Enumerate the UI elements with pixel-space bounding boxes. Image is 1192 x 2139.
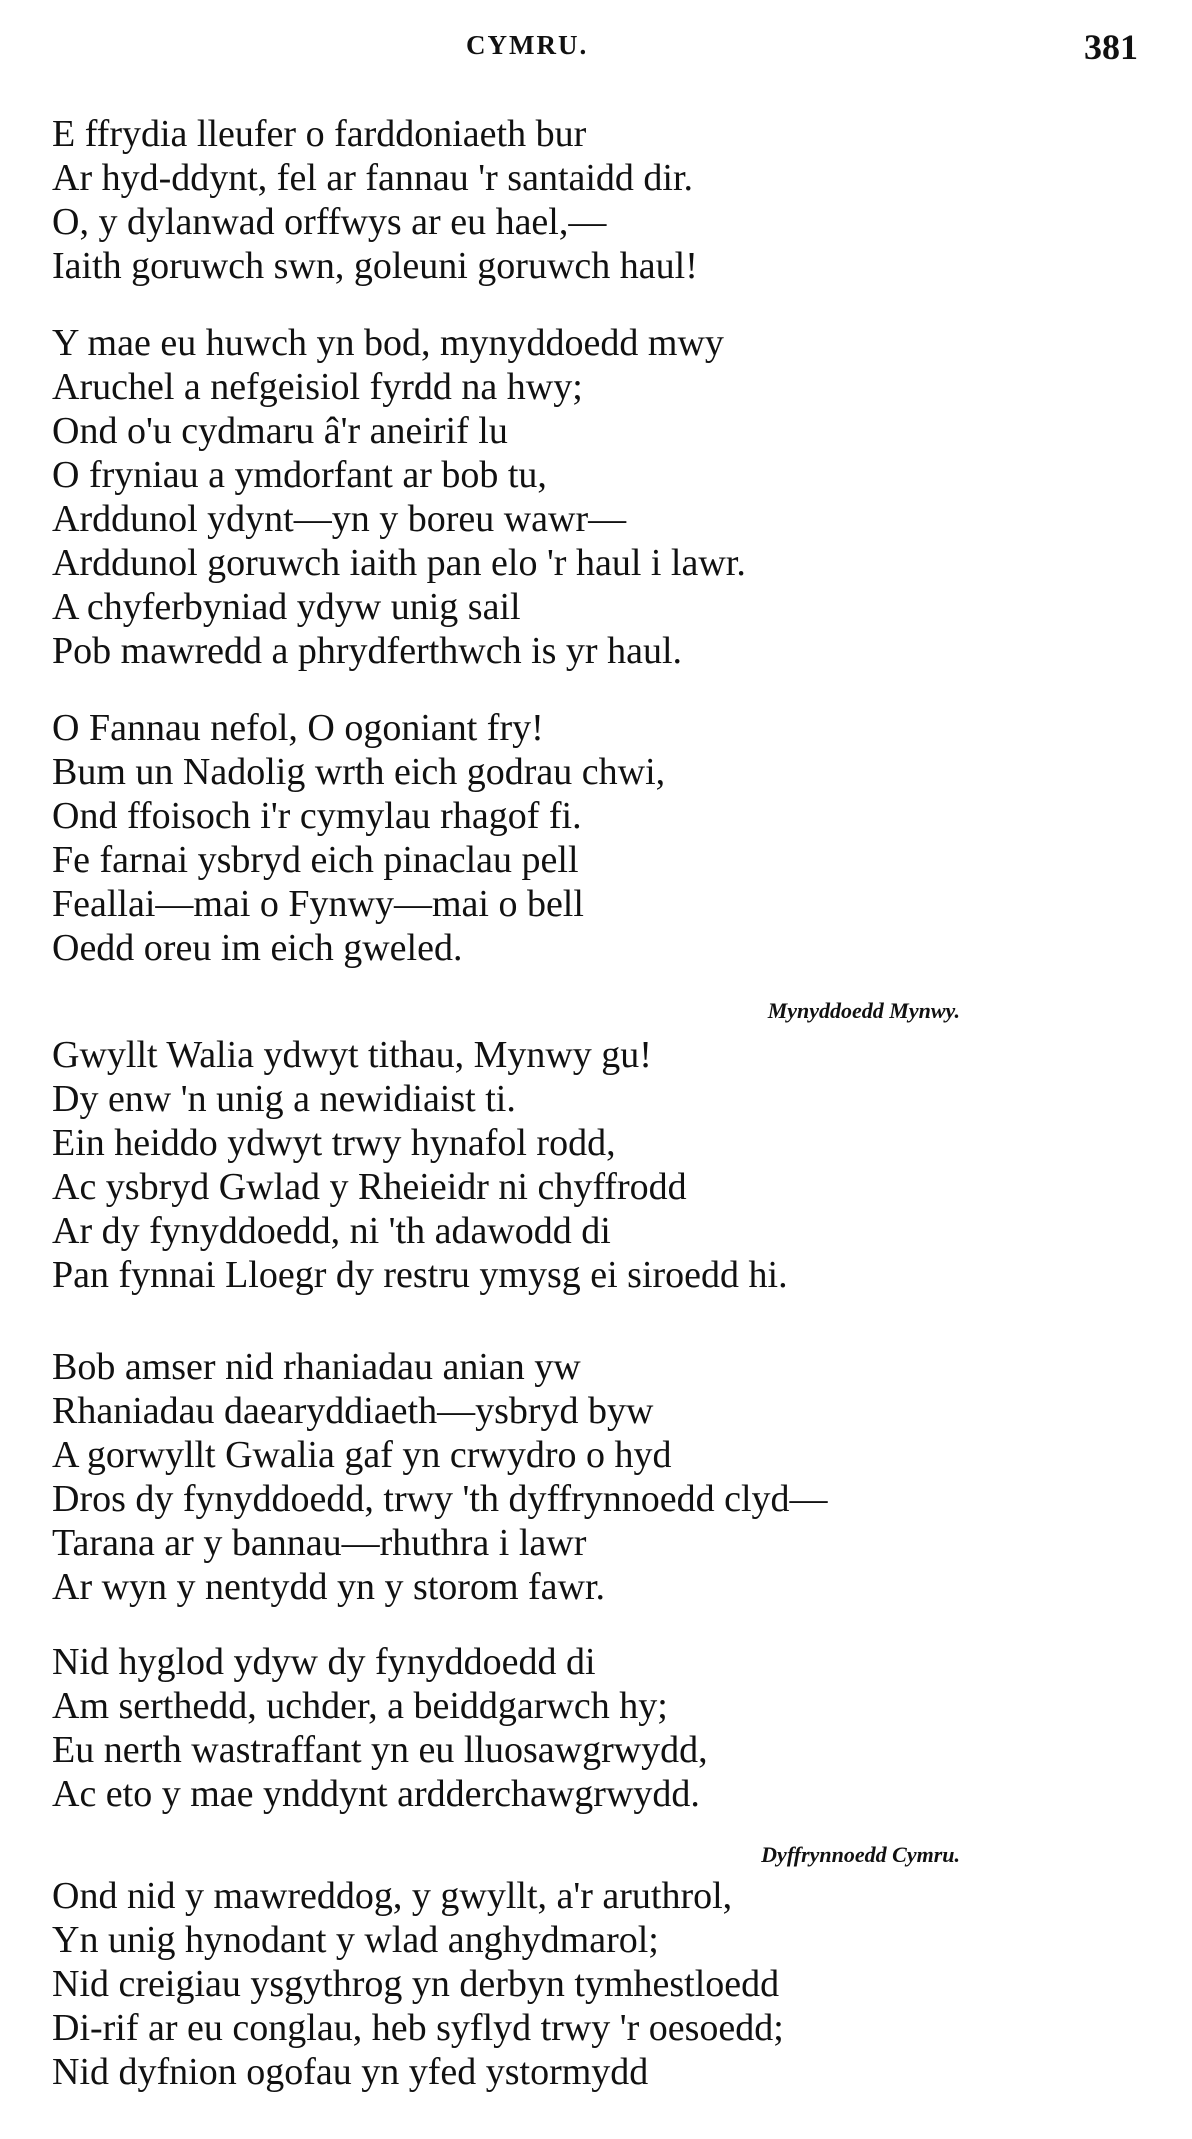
- poem-line: Bob amser nid rhaniadau anian yw: [52, 1346, 581, 1388]
- poem-line: Feallai—mai o Fynwy—mai o bell: [52, 883, 584, 925]
- poem-line: O, y dylanwad orffwys ar eu hael,—: [52, 201, 607, 243]
- poem-line: A gorwyllt Gwalia gaf yn crwydro o hyd: [52, 1434, 672, 1476]
- poem-line: Am serthedd, uchder, a beiddgarwch hy;: [52, 1685, 668, 1727]
- poem-line: Ein heiddo ydwyt trwy hynafol rodd,: [52, 1122, 616, 1164]
- poem-line: Ond o'u cydmaru â'r aneirif lu: [52, 410, 508, 452]
- poem-line: Pob mawredd a phrydferthwch is yr haul.: [52, 630, 683, 672]
- poem-line: Ar hyd-ddynt, fel ar fannau 'r santaidd dir.: [52, 157, 694, 199]
- stanza-2: [52, 321, 1152, 673]
- poem-line: Iaith goruwch swn, goleuni goruwch haul!: [52, 245, 698, 287]
- poem-line: Nid hyglod ydyw dy fynyddoedd di: [52, 1641, 596, 1683]
- stanza-4: [52, 1033, 1152, 1297]
- poem-line: Arddunol ydynt—yn y boreu wawr—: [52, 498, 627, 540]
- stanza-3: [52, 706, 1152, 970]
- poem-line: E ffrydia lleufer o farddoniaeth bur: [52, 113, 587, 155]
- poem-line: O fryniau a ymdorfant ar bob tu,: [52, 454, 547, 496]
- running-head: [0, 26, 1192, 66]
- poem-line: Ond nid y mawreddog, y gwyllt, a'r aruthrol,: [52, 1875, 733, 1917]
- poem-line: Aruchel a nefgeisiol fyrdd na hwy;: [52, 366, 583, 408]
- poem-line: Y mae eu huwch yn bod, mynyddoedd mwy: [52, 322, 724, 364]
- poem-line: Ar wyn y nentydd yn y storom fawr.: [52, 1566, 606, 1608]
- poem-line: Bum un Nadolig wrth eich godrau chwi,: [52, 751, 666, 793]
- poem-line: Ond ffoisoch i'r cymylau rhagof fi.: [52, 795, 582, 837]
- stanza-1: [52, 112, 1152, 288]
- section-heading: Dyffrynnoedd Cymru.: [761, 1842, 960, 1867]
- poem-line: Arddunol goruwch iaith pan elo 'r haul i lawr.: [52, 542, 746, 584]
- poem-line: Nid dyfnion ogofau yn yfed ystormydd: [52, 2051, 649, 2093]
- page-number: 381: [1084, 27, 1138, 67]
- running-title: CYMRU.: [466, 30, 589, 60]
- poem-line: Yn unig hynodant y wlad anghydmarol;: [52, 1919, 659, 1961]
- stanza-5: [52, 1345, 1152, 1609]
- section-heading: Mynyddoedd Mynwy.: [767, 998, 960, 1023]
- poem-line: Dy enw 'n unig a newidiaist ti.: [52, 1078, 516, 1120]
- poem-line: A chyferbyniad ydyw unig sail: [52, 586, 521, 628]
- poem-line: Di-rif ar eu conglau, heb syflyd trwy 'r oesoedd;: [52, 2007, 784, 2049]
- poem-line: Nid creigiau ysgythrog yn derbyn tymhestloedd: [52, 1963, 780, 2005]
- poem-line: Ac ysbryd Gwlad y Rheieidr ni chyffrodd: [52, 1166, 687, 1208]
- poem-line: Rhaniadau daearyddiaeth—ysbryd byw: [52, 1390, 654, 1432]
- poem-line: O Fannau nefol, O ogoniant fry!: [52, 707, 544, 749]
- poem-line: Pan fynnai Lloegr dy restru ymysg ei siroedd hi.: [52, 1254, 788, 1296]
- stanza-7: [52, 1874, 1152, 2094]
- poem-line: Ac eto y mae ynddynt ardderchawgrwydd.: [52, 1773, 700, 1815]
- poem-line: Dros dy fynyddoedd, trwy 'th dyffrynnoedd clyd—: [52, 1478, 828, 1520]
- stanza-6: [52, 1640, 1152, 1816]
- poem-line: Gwyllt Walia ydwyt tithau, Mynwy gu!: [52, 1034, 652, 1076]
- poem-line: Oedd oreu im eich gweled.: [52, 927, 463, 969]
- poem-line: Fe farnai ysbryd eich pinaclau pell: [52, 839, 579, 881]
- poem-line: Eu nerth wastraffant yn eu lluosawgrwydd,: [52, 1729, 708, 1771]
- poem-line: Tarana ar y bannau—rhuthra i lawr: [52, 1522, 587, 1564]
- poem-line: Ar dy fynyddoedd, ni 'th adawodd di: [52, 1210, 611, 1252]
